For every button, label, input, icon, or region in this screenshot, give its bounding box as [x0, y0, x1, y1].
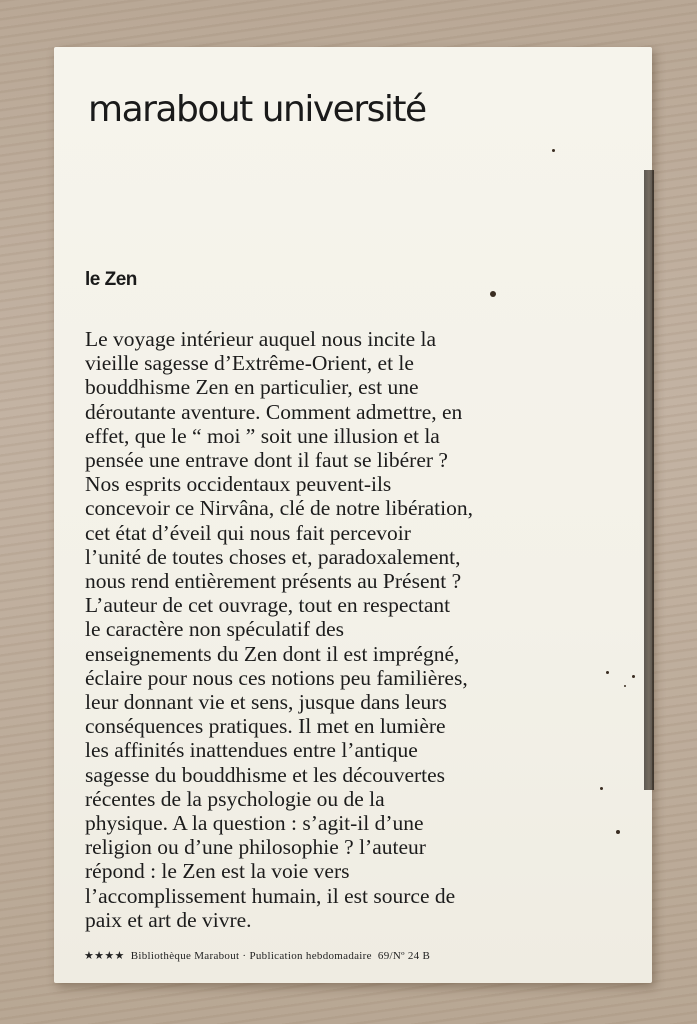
paper-speck	[624, 685, 626, 687]
blurb-line: effet, que le “ moi ” soit une illusion et la	[85, 423, 440, 448]
blurb-line: bouddhisme Zen en particulier, est une	[85, 375, 419, 400]
book-back-cover	[54, 47, 652, 983]
blurb-text	[85, 327, 645, 932]
paper-speck	[600, 787, 603, 790]
blurb-line: cet état d’éveil qui nous fait percevoir	[85, 520, 411, 545]
blurb-line: religion ou d’une philosophie ? l’auteur	[85, 835, 426, 860]
blurb-line: déroutante aventure. Comment admettre, en	[85, 399, 463, 424]
paper-speck	[552, 149, 555, 152]
paper-speck	[632, 675, 635, 678]
blurb-line: Le voyage intérieur auquel nous incite la	[85, 327, 437, 351]
book-title: le Zen	[85, 269, 137, 290]
blurb-line: le caractère non spéculatif des	[85, 617, 345, 642]
blurb-line: leur donnant vie et sens, jusque dans leurs	[85, 690, 447, 715]
blurb-line: vieille sagesse d’Extrême-Orient, et le	[85, 351, 414, 376]
blurb-line: répond : le Zen est la voie vers	[85, 859, 350, 884]
blurb-line: éclaire pour nous ces notions peu familières,	[85, 665, 468, 690]
blurb-line: L’auteur de cet ouvrage, tout en respectant	[85, 593, 451, 618]
blurb-line: concevoir ce Nirvâna, clé de notre libération,	[85, 496, 474, 521]
blurb-line: Nos esprits occidentaux peuvent-ils	[85, 472, 392, 497]
blurb-line: les affinités inattendues entre l’antique	[85, 738, 418, 763]
paper-speck	[490, 291, 496, 297]
publisher-footer: ★★★★ Bibliothèque Marabout · Publication hebdomadaire 69/Nº 24 B	[84, 950, 431, 962]
paper-speck	[606, 671, 609, 674]
blurb-line: l’unité de toutes choses et, paradoxalement,	[85, 544, 461, 569]
book-spine-edge	[644, 170, 654, 790]
blurb-line: enseignements du Zen dont il est imprégné,	[85, 641, 460, 666]
blurb-line: pensée une entrave dont il faut se libérer ?	[85, 448, 448, 473]
blurb-line: physique. A la question : s’agit-il d’une	[85, 811, 424, 836]
paper-speck	[616, 830, 620, 834]
blurb-line: conséquences pratiques. Il met en lumière	[85, 714, 446, 739]
blurb-line: nous rend entièrement présents au Présent ?	[85, 569, 462, 594]
series-name: marabout université	[88, 89, 426, 130]
blurb-line: récentes de la psychologie ou de la	[85, 786, 385, 811]
blurb-line: paix et art de vivre.	[85, 907, 252, 932]
blurb-line: sagesse du bouddhisme et les découvertes	[85, 762, 446, 787]
blurb-line: l’accomplissement humain, il est source de	[85, 883, 456, 908]
